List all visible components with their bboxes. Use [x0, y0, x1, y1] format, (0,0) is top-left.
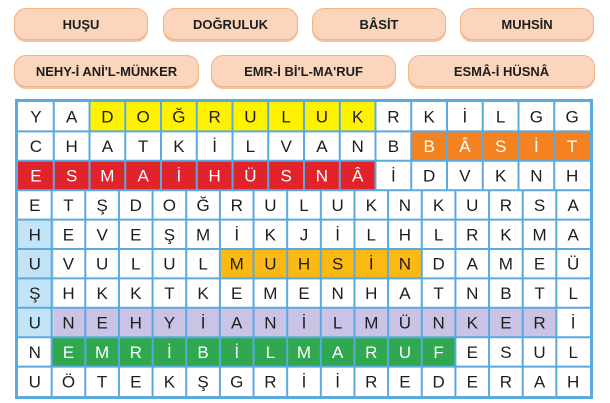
grid-letter: D — [432, 254, 445, 274]
grid-letter: U — [28, 254, 41, 274]
grid-letter: U — [163, 254, 176, 274]
grid-letter: İ — [234, 342, 240, 362]
grid-letter: E — [130, 225, 142, 245]
grid-letter: İ — [335, 372, 341, 392]
grid-letter: İ — [335, 225, 341, 245]
grid-letter: N — [315, 166, 329, 186]
grid-letter: K — [466, 313, 478, 333]
grid-letter: K — [173, 137, 185, 157]
grid-letter: E — [62, 342, 75, 362]
grid-letter: A — [65, 107, 78, 127]
grid-letter: Ş — [96, 195, 108, 215]
grid-letter: N — [351, 137, 364, 157]
grid-letter: V — [459, 166, 471, 186]
grid-letter: B — [197, 342, 209, 362]
grid-letter: T — [137, 137, 149, 157]
grid-letter: U — [264, 254, 277, 274]
word-chip: NEHY-İ ANİ'L-MÜNKER — [14, 55, 199, 87]
grid-letter: M — [498, 254, 513, 274]
grid-letter: R — [129, 342, 142, 362]
grid-letter: K — [432, 195, 445, 215]
grid-letter: İ — [301, 372, 307, 392]
grid-letter: H — [365, 284, 378, 304]
grid-letter: B — [500, 284, 512, 304]
grid-letter: İ — [534, 137, 539, 157]
grid-letter: N — [398, 195, 412, 215]
grid-letter: L — [495, 107, 506, 127]
grid-letter: R — [499, 372, 513, 392]
grid-letter: L — [568, 342, 578, 362]
grid-letter: K — [163, 372, 176, 392]
grid-letter: U — [28, 372, 41, 392]
grid-letter: H — [28, 225, 41, 245]
grid-letter: İ — [234, 225, 240, 245]
grid-letter: A — [533, 372, 546, 392]
grid-letter: H — [398, 225, 412, 245]
grid-letter: Y — [30, 107, 42, 127]
grid-letter: N — [432, 313, 445, 333]
grid-letter: R — [264, 372, 277, 392]
grid-letter: İ — [200, 313, 206, 333]
word-chip: BÂSİT — [312, 8, 446, 40]
grid-letter: U — [95, 254, 109, 274]
grid-letter: M — [195, 225, 211, 245]
grid-letter: D — [422, 166, 436, 186]
grid-letter: E — [96, 313, 108, 333]
grid-letter: N — [331, 284, 344, 304]
grid-letter: İ — [176, 166, 182, 186]
grid-letter: Â — [459, 137, 471, 157]
grid-letter: K — [365, 195, 377, 215]
grid-letter: Ğ — [172, 107, 186, 127]
grid-letter: M — [364, 313, 379, 333]
word-chip: EMR-İ Bİ'L-MA'RUF — [211, 55, 396, 87]
grid-letter: R — [499, 195, 513, 215]
grid-letter: R — [365, 342, 378, 362]
grid-letter: H — [65, 137, 78, 157]
grid-letter: A — [101, 137, 114, 157]
grid-letter: N — [28, 342, 41, 362]
grid-letter: H — [565, 166, 579, 186]
grid-letter: M — [263, 284, 278, 304]
grid-letter: R — [387, 107, 400, 127]
grid-letter: U — [244, 107, 257, 127]
grid-letter: T — [534, 284, 545, 304]
grid-letter: Â — [351, 166, 364, 186]
grid-letter: L — [198, 254, 208, 274]
grid-letter: A — [231, 313, 243, 333]
grid-letter: Ü — [398, 313, 412, 333]
grid-letter: V — [280, 137, 292, 157]
grid-letter: M — [95, 342, 110, 362]
grid-letter: K — [351, 107, 364, 127]
grid-letter: R — [230, 195, 243, 215]
grid-letter: R — [365, 372, 378, 392]
grid-letter: N — [398, 254, 412, 274]
grid-letter: R — [533, 313, 546, 333]
grid-letter: A — [331, 342, 344, 362]
grid-letter: E — [231, 284, 243, 304]
grid-letter: L — [281, 107, 291, 127]
word-chip: MUHSİN — [460, 8, 594, 40]
grid-letter: C — [29, 137, 43, 157]
grid-canvas — [18, 102, 590, 396]
word-chip: HUŞU — [14, 8, 148, 40]
grid-letter: A — [567, 225, 579, 245]
grid-letter: K — [96, 284, 108, 304]
grid-letter: Ş — [197, 372, 209, 392]
grid-letter: Ö — [61, 372, 76, 392]
grid-letter: N — [62, 313, 75, 333]
grid-letter: F — [433, 342, 444, 362]
grid-letter: E — [62, 225, 75, 245]
grid-letter: A — [466, 254, 478, 274]
grid-letter: Ü — [244, 166, 257, 186]
grid-letter: V — [62, 254, 75, 274]
grid-letter: İ — [570, 313, 576, 333]
grid-letter: R — [208, 107, 221, 127]
grid-letter: İ — [301, 313, 307, 333]
grid-letter: A — [316, 137, 328, 157]
grid-letter: M — [229, 254, 244, 274]
grid-letter: İ — [368, 254, 374, 274]
grid-letter: İ — [391, 166, 396, 186]
grid-letter: N — [264, 313, 277, 333]
grid-letter: Ş — [29, 284, 41, 304]
grid-letter: U — [533, 342, 546, 362]
grid-letter: T — [566, 137, 578, 157]
grid-letter: İ — [167, 342, 172, 362]
grid-letter: E — [30, 166, 42, 186]
grid-letter: R — [466, 225, 479, 245]
grid-letter: L — [265, 342, 276, 362]
grid-letter: L — [131, 254, 141, 274]
grid-letter: L — [332, 313, 343, 333]
grid-letter: K — [197, 284, 209, 304]
grid-letter: N — [530, 166, 543, 186]
grid-letter: D — [432, 372, 445, 392]
grid-letter: K — [494, 166, 507, 186]
grid-letter: E — [399, 372, 411, 392]
grid-letter: B — [387, 137, 400, 157]
grid-letter: Y — [163, 313, 176, 333]
grid-letter: U — [331, 195, 344, 215]
grid-letter: İ — [212, 137, 217, 157]
grid-letter: D — [101, 107, 114, 127]
grid-letter: V — [96, 225, 108, 245]
grid-letter: A — [567, 195, 579, 215]
grid-letter: A — [399, 284, 411, 304]
grid-letter: E — [466, 372, 478, 392]
grid-letter: U — [264, 195, 277, 215]
grid-letter: M — [532, 225, 547, 245]
grid-letter: K — [423, 107, 435, 127]
grid-letter: L — [245, 137, 256, 157]
grid-letter: S — [533, 195, 546, 215]
grid-letter: L — [568, 284, 578, 304]
grid-letter: T — [96, 372, 108, 392]
grid-letter: N — [466, 284, 479, 304]
grid-letter: G — [230, 372, 244, 392]
grid-letter: T — [433, 284, 444, 304]
grid-letter: H — [208, 166, 221, 186]
grid-letter: E — [533, 254, 546, 274]
grid-letter: K — [130, 284, 142, 304]
grid-letter: T — [164, 284, 175, 304]
grid-letter: S — [280, 166, 292, 186]
grid-letter: K — [264, 225, 277, 245]
grid-letter: T — [63, 195, 74, 215]
grid-letter: J — [299, 225, 309, 245]
grid-letter: S — [331, 254, 344, 274]
grid-letter: U — [466, 195, 479, 215]
grid-letter: E — [466, 342, 478, 362]
grid-letter: İ — [462, 107, 468, 127]
grid-letter: U — [28, 313, 41, 333]
grid-letter: K — [500, 225, 512, 245]
grid-letter: D — [129, 195, 142, 215]
grid-letter: H — [129, 313, 142, 333]
grid-letter: S — [494, 137, 507, 157]
grid-letter: O — [136, 107, 150, 127]
grid-letter: L — [299, 195, 309, 215]
grid-letter: H — [62, 284, 75, 304]
grid-letter: G — [529, 107, 543, 127]
word-chip: ESMÂ-İ HÜSNÂ — [408, 55, 595, 87]
grid-letter: L — [433, 225, 444, 245]
grid-letter: E — [130, 372, 142, 392]
grid-letter: E — [298, 284, 310, 304]
grid-letter: M — [100, 166, 115, 186]
grid-letter: U — [398, 342, 412, 362]
grid-letter: S — [500, 342, 512, 362]
grid-letter: H — [567, 372, 580, 392]
word-search-grid — [15, 99, 593, 399]
grid-letter: M — [296, 342, 312, 362]
grid-letter: E — [500, 313, 512, 333]
grid-letter: B — [423, 137, 435, 157]
grid-letter: L — [366, 225, 377, 245]
grid-letter: S — [65, 166, 78, 186]
grid-letter: U — [315, 107, 329, 127]
grid-letter: H — [297, 254, 311, 274]
grid-letter: Ü — [567, 254, 580, 274]
grid-letter: G — [565, 107, 579, 127]
grid-letter: E — [29, 195, 41, 215]
grid-letter: A — [137, 166, 149, 186]
word-chip: DOĞRULUK — [163, 8, 298, 40]
grid-letter: Ğ — [196, 195, 210, 215]
grid-letter: O — [162, 195, 177, 215]
grid-letter: Ş — [163, 225, 176, 245]
